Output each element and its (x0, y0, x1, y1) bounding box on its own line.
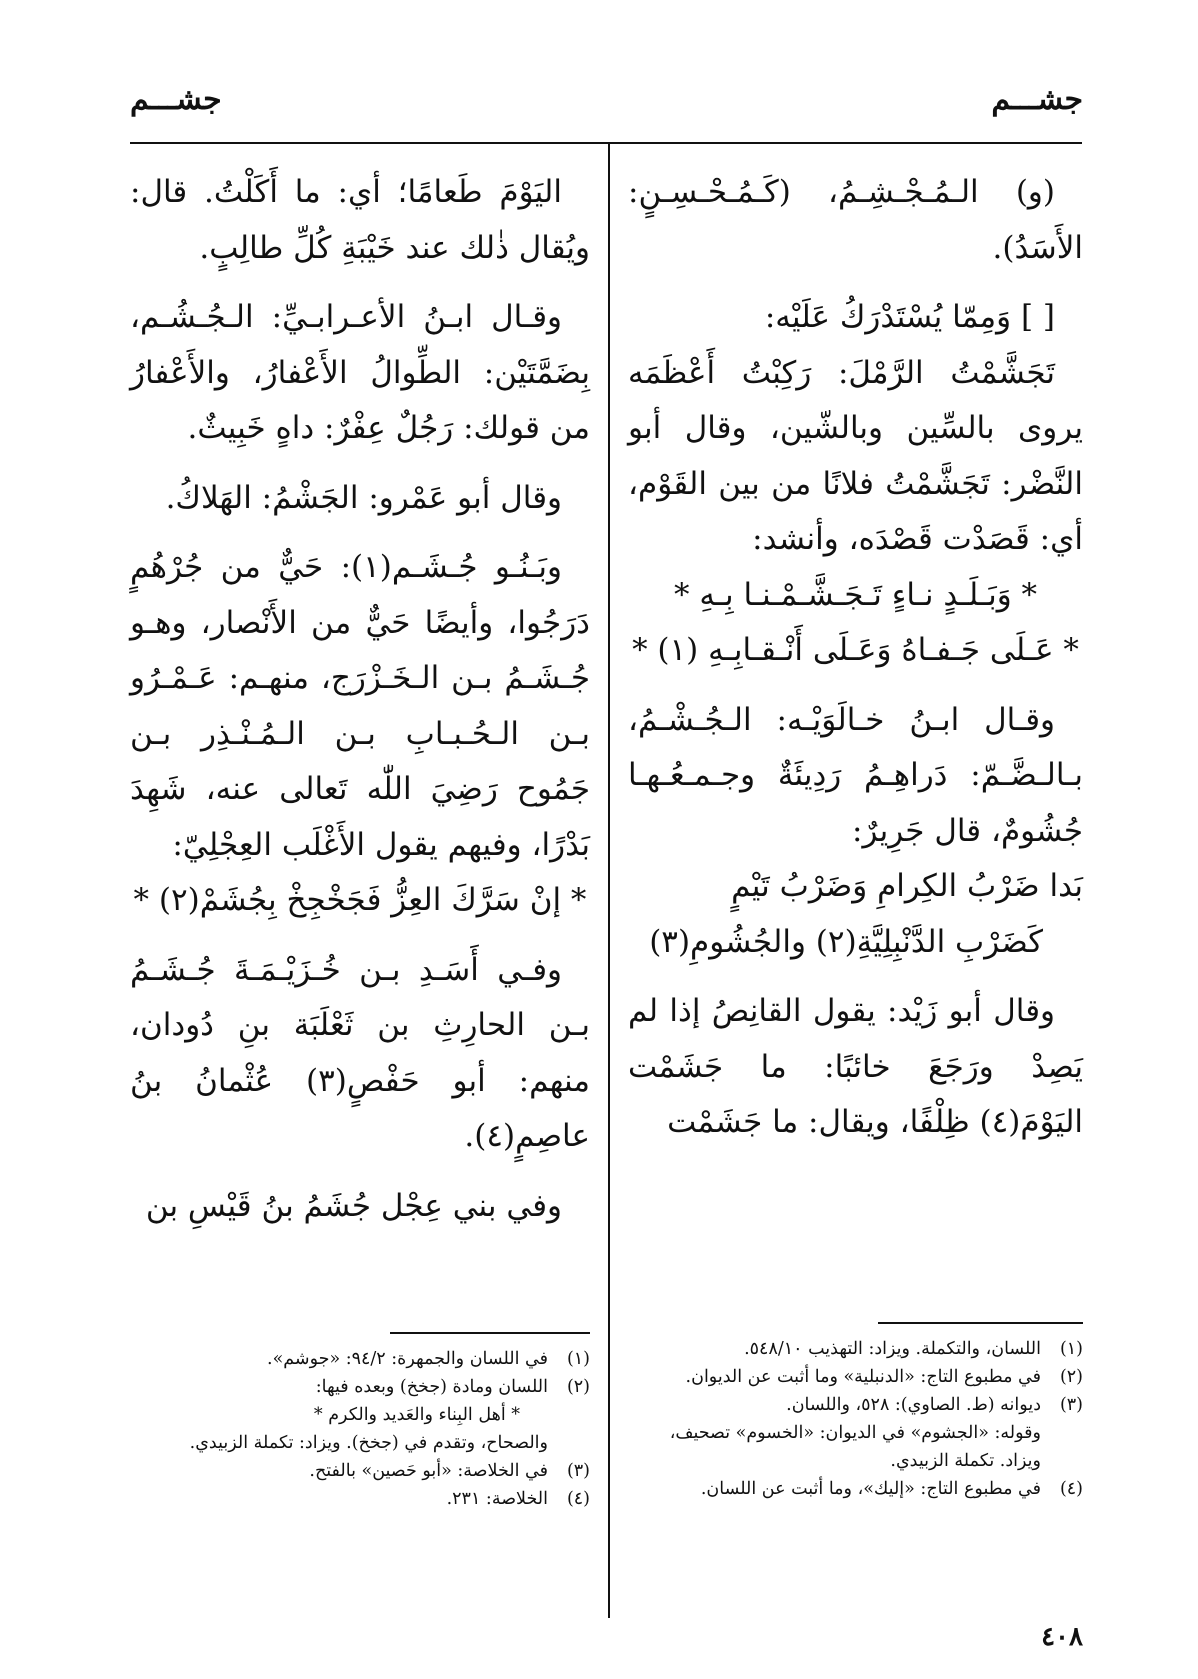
footnote: (٣) في الخلاصة: «أبو حَصين» بالفتح. (309, 1461, 590, 1481)
verse-line: كَضَرْبِ الدَّنْبِلِيَّةِ(٢) والجُشُومِ(٣) (649, 923, 1043, 960)
header-rule (130, 142, 1082, 144)
verse-line: * عَـلَى جَـفـاهُ وَعَـلَى أَنْـقـابِـهِ (١) * (632, 632, 1079, 668)
paragraph: وبَـنُـو جُـشَـم(١): حَيٌّ من جُرْهُمٍ دَرَجُوا، وأيضًا حَيٌّ من الأَنْصار، وهـو جُـشَـمُ بـن الـخَـزْرَج، منهـم: عَـمْـرُو بـن الـحُـبـابِ بـن الـمُـنْـذِر بـن جَمُوح رَضِيَ اللّٰه تَعالى عنه، شَهِدَ بَدْرًا، وفيهم يقول الأَغْلَب العِجْلِيّ: (130, 549, 590, 863)
paragraph: اليَوْمَ طَعامًا؛ أي: ما أَكَلْتُ. قال: ويُقال ذٰلك عند خَيْبَةِ كُلِّ طالِبٍ. (130, 174, 590, 266)
left-column (130, 165, 590, 1234)
page-number: ٤٠٨ (1041, 1622, 1083, 1652)
footnote-rule-right (878, 1322, 1083, 1324)
footnote: (٢) في مطبوع التاج: «الدنبلية» وما أثبت عن الديوان. (685, 1367, 1083, 1387)
paragraph: (و) الـمُـجْـشِـمُ، (كَـمُـحْـسِـنٍ: الأَسَدُ). (628, 174, 1083, 266)
paragraph: [ ] وَمِمّا يُسْتَدْرَكُ عَلَيْه: (764, 299, 1055, 335)
verse-line: بَدا ضَرْبُ الكِرامِ وَضَرْبُ تَيْمٍ (731, 868, 1083, 904)
paragraph: وقـال ابـنُ خـالَوَيْـه: الـجُـشْـمُ، بـالـضَّـمّ: دَراهِـمُ رَدِيئَةٌ وجـمـعُـهـا جُشُومٌ، قال جَرِيرٌ: (628, 701, 1083, 849)
footnote: (٤) الخلاصة: ٢٣١. (446, 1489, 590, 1509)
column-divider (608, 143, 610, 1618)
paragraph: وفـي أَسَـدِ بـن خُـزَيْـمَـةَ جُـشَـمُ بـن الحارِثِ بن ثَعْلَبَة بنِ دُودان، منهم: أبو حَفْصٍ(٣) عُثْمانُ بنُ عاصِمٍ(٤). (130, 951, 590, 1154)
footnote: (١) في اللسان والجمهرة: ٩٤/٢: «جوشم». (267, 1349, 590, 1369)
footnote-continuation: وقوله: «الجشوم» في الديوان: «الخسوم» تصحيف، ويزاد. تكملة الزبيدي. (669, 1423, 1041, 1471)
footnote: (٢) اللسان ومادة (جخخ) وبعده فيها: (315, 1377, 590, 1397)
paragraph: وقال أبو عَمْرو: الجَشْمُ: الهَلاكُ. (165, 479, 562, 516)
footnotes-left (130, 1345, 590, 1513)
paragraph: وفي بني عِجْل جُشَمُ بنُ قَيْسِ بن (145, 1187, 562, 1224)
paragraph: وقـال ابـنُ الأعـرابـيِّ: الـجُـشُـم، بِضَمَّتَيْن: الطِّوالُ الأَعْفارُ، والأَعْفارُ من قولك: رَجُلٌ عِفْرٌ: داهٍ خَبِيثٌ. (130, 299, 590, 446)
footnote-verse: * أهل البِناء والعَديد والكرم * (313, 1405, 520, 1425)
paragraph: تَجَشَّمْتُ الرَّمْلَ: رَكِبْتُ أَعْظَمَه يروى بالسِّين وبالشّين، وقال أبو النَّضْر: تَجَشَّمْتُ فلانًا من بين القَوْم، أي: قَصَدْت قَصْدَه، وأنشد: (628, 354, 1083, 557)
verse-line: * وَبَـلَـدٍ نـاءٍ تَـجَـشَّـمْـنـا بِـهِ * (673, 576, 1038, 613)
running-head-left: جشـــم (130, 82, 222, 117)
footnote-rule-left (390, 1332, 590, 1334)
footnote-continuation: والصحاح، وتقدم في (جخخ). ويزاد: تكملة الزبيدي. (189, 1433, 548, 1453)
footnote: (٤) في مطبوع التاج: «إليك»، وما أثبت عن اللسان. (700, 1479, 1083, 1499)
footnote: (٣) ديوانه (ط. الصاوي): ٥٢٨، واللسان. (786, 1395, 1083, 1415)
right-column (628, 165, 1083, 1151)
paragraph: وقال أبو زَيْد: يقول القانِصُ إذا لم يَصِدْ ورَجَعَ خائبًا: ما جَشَمْت اليَوْمَ(٤) ظِلْفًا، ويقال: ما جَشَمْت (628, 993, 1083, 1140)
verse-line: * إنْ سَرَّكَ العِزُّ فَجَخْجِخْ بِجُشَمْ(٢) * (133, 882, 587, 918)
footnotes-right (628, 1335, 1083, 1503)
running-head-right: جشـــم (991, 82, 1083, 117)
footnote: (١) اللسان، والتكملة. ويزاد: التهذيب ٥٤٨/١٠. (744, 1339, 1083, 1359)
